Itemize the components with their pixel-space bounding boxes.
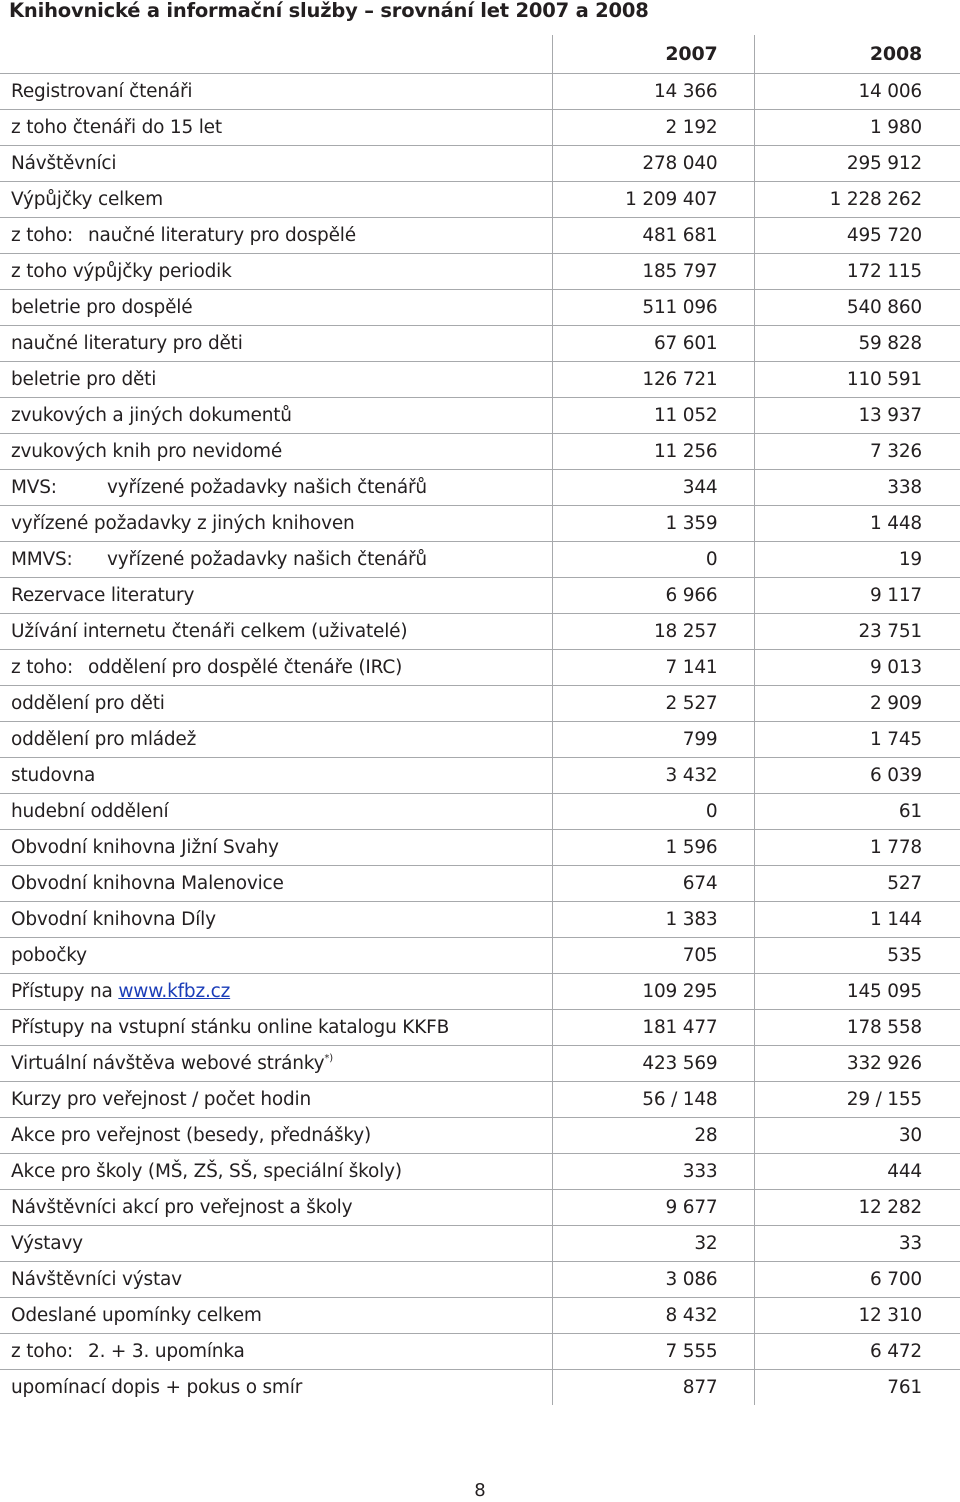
row-label: naučné literatury pro dospělé (88, 224, 356, 246)
row-label: studovna (0, 757, 552, 793)
value-2008: 13 937 (754, 397, 960, 433)
value-2007: 6 966 (552, 577, 754, 613)
row-label: naučné literatury pro děti (0, 325, 552, 361)
table-row (0, 325, 960, 361)
row-label: Obvodní knihovna Jižní Svahy (0, 829, 552, 865)
row-label: beletrie pro děti (0, 361, 552, 397)
table-row (0, 505, 960, 541)
value-2008: 145 095 (754, 973, 960, 1009)
value-2007: 344 (552, 469, 754, 505)
row-label-cell (0, 469, 552, 505)
table-row (0, 1153, 960, 1189)
table-row (0, 1297, 960, 1333)
value-2008: 1 448 (754, 505, 960, 541)
row-label: Výpůjčky celkem (0, 181, 552, 217)
value-2008: 295 912 (754, 145, 960, 181)
value-2008: 59 828 (754, 325, 960, 361)
row-prefix: z toho: (11, 656, 74, 678)
value-2008: 9 013 (754, 649, 960, 685)
row-label: Akce pro školy (MŠ, ZŠ, SŠ, speciální školy) (0, 1153, 552, 1189)
row-label: oddělení pro děti (0, 685, 552, 721)
row-label-cell (0, 1045, 552, 1081)
table-row (0, 1117, 960, 1153)
value-2007: 109 295 (552, 973, 754, 1009)
value-2007: 9 677 (552, 1189, 754, 1225)
value-2008: 1 778 (754, 829, 960, 865)
value-2007: 28 (552, 1117, 754, 1153)
value-2007: 674 (552, 865, 754, 901)
table-row (0, 721, 960, 757)
value-2008: 178 558 (754, 1009, 960, 1045)
page-number: 8 (474, 1480, 486, 1501)
value-2007: 8 432 (552, 1297, 754, 1333)
value-2008: 172 115 (754, 253, 960, 289)
value-2008: 29 / 155 (754, 1081, 960, 1117)
row-label: Akce pro veřejnost (besedy, přednášky) (0, 1117, 552, 1153)
row-label: upomínací dopis + pokus o smír (11, 1376, 303, 1398)
row-label-cell (0, 973, 552, 1009)
table-row (0, 613, 960, 649)
header-2007: 2007 (552, 35, 754, 73)
value-2008: 6 039 (754, 757, 960, 793)
value-2007: 11 052 (552, 397, 754, 433)
row-label-cell (0, 217, 552, 253)
table-row (0, 181, 960, 217)
table-row (0, 1369, 960, 1405)
value-2007: 185 797 (552, 253, 754, 289)
row-label: vyřízené požadavky z jiných knihoven (0, 505, 552, 541)
value-2008: 495 720 (754, 217, 960, 253)
value-2008: 540 860 (754, 289, 960, 325)
value-2008: 14 006 (754, 73, 960, 109)
row-prefix: z toho: (11, 1340, 74, 1362)
row-label: Odeslané upomínky celkem (0, 1297, 552, 1333)
table-row (0, 289, 960, 325)
row-label: oddělení pro mládež (0, 721, 552, 757)
row-label: z toho čtenáři do 15 let (0, 109, 552, 145)
value-2008: 6 472 (754, 1333, 960, 1369)
value-2007: 7 141 (552, 649, 754, 685)
table-row (0, 397, 960, 433)
row-label: vyřízené požadavky našich čtenářů (107, 476, 427, 498)
website-link[interactable]: www.kfbz.cz (118, 980, 231, 1002)
value-2007: 3 086 (552, 1261, 754, 1297)
row-label-cell (0, 541, 552, 577)
row-label: Přístupy na vstupní stánku online katalogu KKFB (0, 1009, 552, 1045)
value-2007: 14 366 (552, 73, 754, 109)
row-label: Obvodní knihovna Malenovice (0, 865, 552, 901)
page-title: Knihovnické a informační služby – srovnání let 2007 a 2008 (9, 0, 649, 22)
value-2008: 1 745 (754, 721, 960, 757)
table-row (0, 361, 960, 397)
value-2007: 18 257 (552, 613, 754, 649)
row-label: Užívání internetu čtenáři celkem (uživatelé) (0, 613, 552, 649)
value-2007: 7 555 (552, 1333, 754, 1369)
table-row (0, 757, 960, 793)
row-label: pobočky (0, 937, 552, 973)
value-2007: 2 192 (552, 109, 754, 145)
value-2008: 6 700 (754, 1261, 960, 1297)
value-2008: 444 (754, 1153, 960, 1189)
row-label: hudební oddělení (0, 793, 552, 829)
row-label: vyřízené požadavky našich čtenářů (107, 548, 427, 570)
value-2007: 877 (552, 1369, 754, 1405)
row-label: Kurzy pro veřejnost / počet hodin (0, 1081, 552, 1117)
value-2007: 511 096 (552, 289, 754, 325)
value-2007: 333 (552, 1153, 754, 1189)
value-2008: 338 (754, 469, 960, 505)
value-2007: 799 (552, 721, 754, 757)
table-row (0, 541, 960, 577)
footnote-marker: *) (324, 1052, 333, 1064)
value-2007: 1 359 (552, 505, 754, 541)
table-row (0, 649, 960, 685)
table-header-row (0, 35, 960, 73)
value-2008: 761 (754, 1369, 960, 1405)
value-2008: 2 909 (754, 685, 960, 721)
value-2008: 30 (754, 1117, 960, 1153)
value-2007: 423 569 (552, 1045, 754, 1081)
value-2008: 33 (754, 1225, 960, 1261)
value-2008: 1 144 (754, 901, 960, 937)
value-2007: 0 (552, 793, 754, 829)
row-label: Rezervace literatury (0, 577, 552, 613)
table-row (0, 1261, 960, 1297)
table-row (0, 973, 960, 1009)
value-2008: 332 926 (754, 1045, 960, 1081)
row-prefix: MVS: (11, 476, 57, 498)
row-label: 2. + 3. upomínka (88, 1340, 245, 1362)
row-label: oddělení pro dospělé čtenáře (IRC) (88, 656, 403, 678)
row-label: Návštěvníci (0, 145, 552, 181)
row-prefix: MMVS: (11, 548, 73, 570)
value-2007: 32 (552, 1225, 754, 1261)
row-prefix: z toho: (11, 224, 74, 246)
table-row (0, 685, 960, 721)
value-2007: 56 / 148 (552, 1081, 754, 1117)
table-row (0, 469, 960, 505)
value-2008: 23 751 (754, 613, 960, 649)
row-label: Obvodní knihovna Díly (0, 901, 552, 937)
table-row (0, 1081, 960, 1117)
row-label: Virtuální návštěva webové stránky (11, 1052, 325, 1074)
header-2008: 2008 (754, 35, 960, 73)
table-row (0, 829, 960, 865)
value-2008: 12 282 (754, 1189, 960, 1225)
table-row (0, 109, 960, 145)
value-2008: 110 591 (754, 361, 960, 397)
value-2007: 1 596 (552, 829, 754, 865)
row-label: zvukových knih pro nevidomé (0, 433, 552, 469)
table-row (0, 901, 960, 937)
value-2008: 535 (754, 937, 960, 973)
row-label: Přístupy na (11, 980, 113, 1002)
row-label: Výstavy (0, 1225, 552, 1261)
table-row (0, 1225, 960, 1261)
value-2007: 2 527 (552, 685, 754, 721)
table-row (0, 73, 960, 109)
row-label: Návštěvníci akcí pro veřejnost a školy (0, 1189, 552, 1225)
table-row (0, 1333, 960, 1369)
row-label-cell (0, 649, 552, 685)
value-2008: 1 980 (754, 109, 960, 145)
table-row (0, 1189, 960, 1225)
statistics-table (0, 35, 960, 1405)
table-row (0, 217, 960, 253)
table-row (0, 433, 960, 469)
row-label: beletrie pro dospělé (0, 289, 552, 325)
row-label: z toho výpůjčky periodik (0, 253, 552, 289)
row-label-cell (0, 1333, 552, 1369)
row-label: Registrovaní čtenáři (0, 73, 552, 109)
value-2007: 0 (552, 541, 754, 577)
value-2007: 705 (552, 937, 754, 973)
value-2007: 278 040 (552, 145, 754, 181)
value-2008: 61 (754, 793, 960, 829)
value-2008: 19 (754, 541, 960, 577)
row-label: zvukových a jiných dokumentů (0, 397, 552, 433)
value-2007: 1 209 407 (552, 181, 754, 217)
value-2008: 9 117 (754, 577, 960, 613)
table-row (0, 1045, 960, 1081)
value-2007: 3 432 (552, 757, 754, 793)
table-row (0, 577, 960, 613)
value-2007: 481 681 (552, 217, 754, 253)
table-row (0, 253, 960, 289)
value-2008: 7 326 (754, 433, 960, 469)
row-label: Návštěvníci výstav (0, 1261, 552, 1297)
table-row (0, 865, 960, 901)
table-row (0, 937, 960, 973)
value-2008: 12 310 (754, 1297, 960, 1333)
table-row (0, 1009, 960, 1045)
value-2008: 1 228 262 (754, 181, 960, 217)
value-2008: 527 (754, 865, 960, 901)
value-2007: 67 601 (552, 325, 754, 361)
value-2007: 126 721 (552, 361, 754, 397)
table-row (0, 793, 960, 829)
table-row (0, 145, 960, 181)
value-2007: 181 477 (552, 1009, 754, 1045)
value-2007: 11 256 (552, 433, 754, 469)
header-label-cell (0, 35, 552, 73)
value-2007: 1 383 (552, 901, 754, 937)
